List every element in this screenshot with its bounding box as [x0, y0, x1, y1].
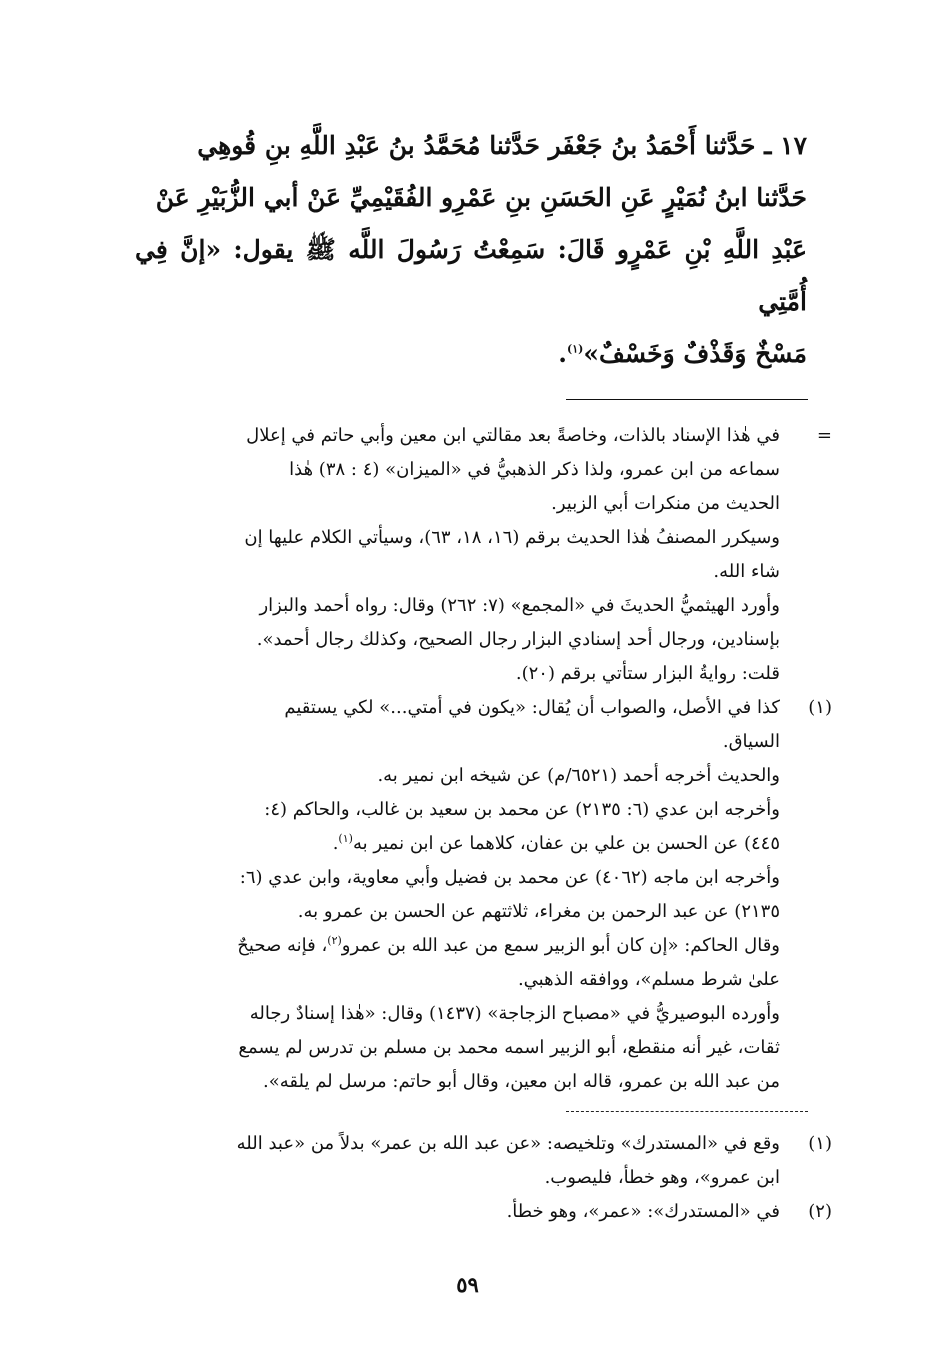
- hadith-end-punct: .: [558, 339, 567, 368]
- hadith-line-4: [135, 328, 807, 380]
- footnote-paragraph: [135, 929, 780, 997]
- footnote-paragraph: [135, 419, 780, 521]
- page-number: ٥٩: [456, 1272, 479, 1297]
- subnote-2-marker: (٢): [808, 1201, 832, 1222]
- subnote-1: [135, 1127, 832, 1195]
- footnote-line: [135, 929, 780, 963]
- footnote-line-text: ٤٤٥) عن الحسن بن علي بن عفان، كلاهما عن ابن نمير به: [352, 833, 780, 854]
- footnote-paragraph: [135, 861, 780, 929]
- footnote-line-text: وقال الحاكم: «إن كان أبو الزبير سمع من عبد الله بن عمرو: [341, 935, 780, 956]
- subnote-ref-1[interactable]: (١): [338, 832, 353, 845]
- footnote-line-tail: .: [332, 833, 339, 854]
- footnote-separator: [566, 399, 808, 400]
- footnote-paragraph: [135, 997, 780, 1099]
- hadith-text: [135, 120, 807, 380]
- footnote-1-marker: (١): [808, 697, 832, 718]
- footnote-paragraph: [135, 691, 780, 759]
- footnotes: [135, 419, 832, 1099]
- subnote-2: [135, 1195, 832, 1229]
- footnote-line: بإسنادين، ورجال أحد إسنادي البزار رجال الصحيح، وكذلك رجال أحمد».: [256, 629, 780, 650]
- footnote-paragraph: [135, 589, 780, 657]
- footnote-ref[interactable]: (١): [567, 342, 584, 356]
- footnote-line: قلت: روايةُ البزار ستأتي برقم (٢٠).: [515, 663, 780, 684]
- footnote-line: في هٰذا الإسناد بالذات، وخاصةً بعد مقالتي ابن معين وأبي حاتم في إعلال: [246, 425, 780, 446]
- footnote-line: وسيكرر المصنفُ هٰذا الحديث برقم (١٦، ١٨، ٦٣)، وسيأتي الكلام عليها إن: [244, 527, 780, 548]
- hadith-line-1: [135, 120, 807, 172]
- footnote-line: من عبد الله بن عمرو، قاله ابن معين، وقال أبو حاتم: مرسل لم يلقه».: [263, 1071, 780, 1092]
- footnote-line-tail: ، فإنه صحيحٌ: [237, 935, 328, 956]
- footnote-paragraph: [135, 793, 780, 861]
- subnote-ref-2[interactable]: (٢): [327, 934, 342, 947]
- hadith-line-4-text: مَسْخٌ وَقَذْفٌ وَخَسْفٌ»: [583, 339, 807, 368]
- subnote-separator: [566, 1111, 808, 1112]
- continuation-marker: =: [816, 425, 832, 446]
- footnote-1: [135, 691, 832, 1099]
- hadith-line-2: حَدَّثنا ابنُ نُمَيْرٍ عَنِ الحَسَنِ بنِ عَمْرِو الفُقَيْمِيِّ عَنْ أبي الزُّبَيْرِ عَنْ: [155, 183, 807, 212]
- footnote-line: سماعه من ابن عمرو، ولذا ذكر الذهبيُّ في «الميزان» (٤ : ٣٨) هٰذا: [289, 459, 780, 480]
- footnote-paragraph: [135, 759, 780, 793]
- footnote-paragraph: [135, 521, 780, 589]
- footnote-line: [135, 827, 780, 861]
- footnote-line: وأورد الهيثميُّ الحديثَ في «المجمع» (٧: ٢٦٢) وقال: رواه أحمد والبزار: [259, 595, 780, 616]
- footnote-line: الحديث من منكرات أبي الزبير.: [551, 493, 780, 514]
- footnote-paragraph: [135, 657, 780, 691]
- footnote-continuation: [135, 419, 832, 691]
- hadith-number: ١٧: [780, 131, 807, 160]
- footnote-line: وأورده البوصيريُّ في «مصباح الزجاجة» (١٤٣٧) وقال: «هٰذا إسنادٌ رجاله: [249, 1003, 780, 1024]
- subnotes: [135, 1127, 832, 1229]
- hadith-line-1-text: ـ حَدَّثنا أَحْمَدُ بنُ جَعْفَر حَدَّثنا مُحَمَّدُ بنُ عَبْدِ اللَّهِ بنِ قُوهِي: [197, 131, 772, 160]
- footnote-line: كذا في الأصل، والصواب أن يُقال: «يكون في أمتي...» لكي يستقيم: [284, 697, 780, 718]
- footnote-line: علىٰ شرط مسلم»، ووافقه الذهبي.: [517, 969, 780, 990]
- footnote-line: السياق.: [722, 731, 780, 752]
- footnote-line: وأخرجه ابن ماجه (٤٠٦٢) عن محمد بن فضيل وأبي معاوية، وابن عدي (٦:: [239, 867, 780, 888]
- subnote-line: ابن عمرو»، وهو خطأ، فليصوب.: [544, 1167, 780, 1188]
- subnote-line: في «المستدرك»: «عمر»، وهو خطأ.: [506, 1201, 780, 1222]
- footnote-line: وأخرجه ابن عدي (٦: ٢١٣٥) عن محمد بن سعيد بن غالب، والحاكم (٤:: [264, 799, 780, 820]
- footnote-line: ٢١٣٥) عن عبد الرحمن بن مغراء، ثلاثتهم عن الحسن بن عمرو به.: [297, 901, 780, 922]
- footnote-line: ثقات، غير أنه منقطع، أبو الزبير اسمه محمد بن مسلم بن تدرس لم يسمع: [238, 1037, 780, 1058]
- subnote-line: وقع في «المستدرك» وتلخيصه: «عن عبد الله بن عمر» بدلاً من «عبد الله: [236, 1133, 780, 1154]
- footnote-line: والحديث أخرجه أحمد (٦٥٢١/م) عن شيخه ابن نمير به.: [377, 765, 780, 786]
- hadith-line-3: عَبْدِ اللَّهِ بْنِ عَمْرٍو قَالَ: سَمِعْتُ رَسُولَ اللَّه ﷺ يقول: «إنَّ فِي أُمَّتِي: [135, 235, 807, 316]
- footnote-line: شاء الله.: [713, 561, 780, 582]
- subnote-1-marker: (١): [808, 1133, 832, 1154]
